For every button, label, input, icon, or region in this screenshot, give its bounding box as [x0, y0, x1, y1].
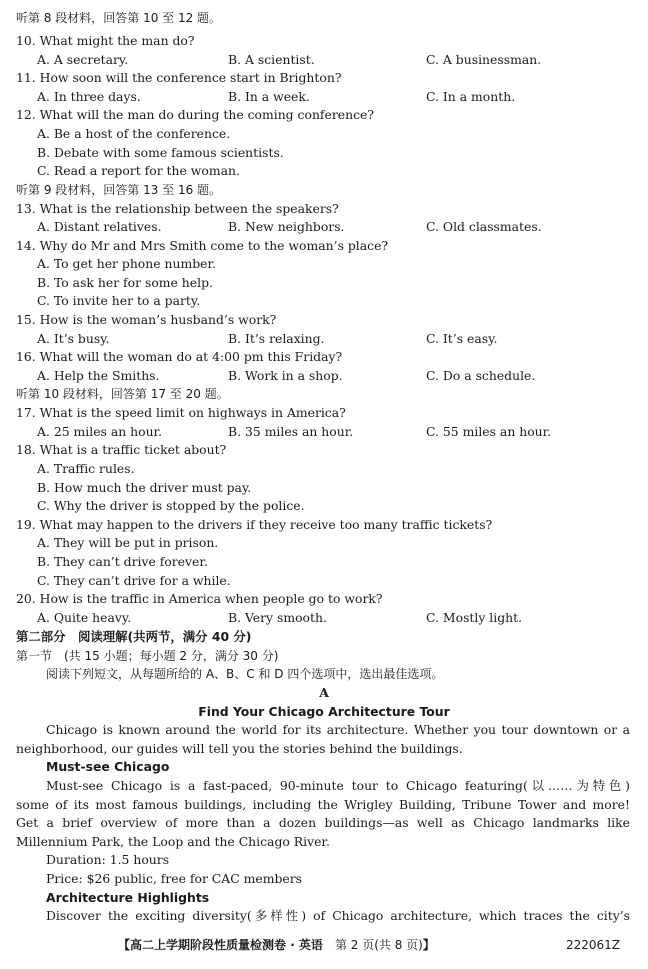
- option-b: B. Work in a shop.: [228, 368, 343, 383]
- footer-bracket-close: 】: [422, 938, 435, 952]
- question-19-stem: 19. What may happen to the drivers if they receive too many traffic tickets?: [16, 517, 493, 532]
- question-19-option-a: A. They will be put in prison.: [37, 535, 219, 550]
- option-b: B. Very smooth.: [228, 610, 327, 625]
- question-16-options: [16, 367, 630, 386]
- p2-line-1: Discover the exciting diversity(多样性) of Chicago architecture, which traces the city’s: [46, 908, 630, 923]
- question-20-stem: 20. How is the traffic in America when people go to work?: [16, 591, 383, 606]
- tour-duration: Duration: 1.5 hours: [46, 852, 170, 867]
- p1-line-4: Millennium Park, the Loop and the Chicago River.: [16, 834, 330, 849]
- footer-code: 222061Z: [566, 938, 621, 952]
- footer-exam-info: [118, 935, 435, 955]
- option-a: A. 25 miles an hour.: [37, 424, 163, 439]
- question-11-stem: 11. How soon will the conference start in Brighton?: [16, 70, 342, 85]
- footer-exam-name: 高二上学期阶段性质量检测卷 · 英语: [130, 938, 323, 952]
- question-14-option-c: C. To invite her to a party.: [37, 293, 201, 308]
- footer-page-number: 第 2 页(共 8 页): [334, 938, 423, 952]
- tour-price: Price: $26 public, free for CAC members: [46, 871, 303, 886]
- option-b: B. A scientist.: [228, 52, 315, 67]
- question-17-options: [16, 423, 630, 442]
- question-11-options: [16, 88, 630, 107]
- question-12-option-a: A. Be a host of the conference.: [37, 126, 231, 141]
- reading-instruction: 阅读下列短文，从每题所给的 A、B、C 和 D 四个选项中，选出最佳选项。: [46, 667, 444, 681]
- option-b: B. New neighbors.: [228, 219, 345, 234]
- question-12-option-c: C. Read a report for the woman.: [37, 163, 240, 178]
- intro-line-1: Chicago is known around the world for its architecture. Whether you tour downtown or a: [46, 722, 630, 737]
- option-a: A. A secretary.: [37, 52, 129, 67]
- p1-line-3: Get a brief overview of more than a dozen buildings—as well as Chicago landmarks like: [16, 815, 630, 830]
- question-10-options: [16, 51, 630, 70]
- question-18-stem: 18. What is a traffic ticket about?: [16, 442, 227, 457]
- option-c: C. Do a schedule.: [426, 368, 536, 383]
- question-19-option-b: B. They can’t drive forever.: [37, 554, 208, 569]
- option-b: B. It’s relaxing.: [228, 331, 325, 346]
- option-c: C. Old classmates.: [426, 219, 542, 234]
- question-17-stem: 17. What is the speed limit on highways in America?: [16, 405, 346, 420]
- intro-line-2: neighborhood, our guides will tell you the stories behind the buildings.: [16, 741, 463, 756]
- heading-must-see-chicago: Must-see Chicago: [46, 759, 170, 774]
- question-13-stem: 13. What is the relationship between the speakers?: [16, 201, 339, 216]
- p1-line-2: some of its most famous buildings, including the Wrigley Building, Tribune Tower and more!: [16, 797, 630, 812]
- question-12-stem: 12. What will the man do during the coming conference?: [16, 107, 375, 122]
- question-14-option-b: B. To ask her for some help.: [37, 275, 213, 290]
- heading-architecture-highlights: Architecture Highlights: [46, 890, 210, 905]
- question-12-option-b: B. Debate with some famous scientists.: [37, 145, 284, 160]
- question-14-stem: 14. Why do Mr and Mrs Smith come to the woman’s place?: [16, 238, 389, 253]
- passage-letter: A: [319, 685, 329, 700]
- question-15-stem: 15. How is the woman’s husband’s work?: [16, 312, 277, 327]
- option-b: B. 35 miles an hour.: [228, 424, 354, 439]
- question-18-option-a: A. Traffic rules.: [37, 461, 135, 476]
- option-a: A. Quite heavy.: [37, 610, 132, 625]
- option-c: C. It’s easy.: [426, 331, 498, 346]
- question-18-option-c: C. Why the driver is stopped by the police.: [37, 498, 305, 513]
- option-c: C. A businessman.: [426, 52, 542, 67]
- option-b: B. In a week.: [228, 89, 310, 104]
- option-c: C. 55 miles an hour.: [426, 424, 552, 439]
- material-8-title: 听第 8 段材料，回答第 10 至 12 题。: [16, 11, 222, 25]
- question-16-stem: 16. What will the woman do at 4:00 pm this Friday?: [16, 349, 343, 364]
- page-footer: [0, 935, 648, 955]
- option-a: A. In three days.: [37, 89, 141, 104]
- footer-bracket-open: 【: [118, 938, 131, 952]
- question-19-option-c: C. They can’t drive for a while.: [37, 573, 231, 588]
- material-9-title: 听第 9 段材料，回答第 13 至 16 题。: [16, 183, 222, 197]
- question-14-option-a: A. To get her phone number.: [37, 256, 216, 271]
- option-a: A. Help the Smiths.: [37, 368, 160, 383]
- part-two-title: 第二部分 阅读理解(共两节，满分 40 分): [16, 629, 252, 644]
- option-c: C. In a month.: [426, 89, 516, 104]
- question-13-options: [16, 218, 630, 237]
- option-c: C. Mostly light.: [426, 610, 523, 625]
- question-15-options: [16, 330, 630, 349]
- question-20-options: [16, 609, 630, 628]
- material-10-title: 听第 10 段材料，回答第 17 至 20 题。: [16, 387, 229, 401]
- option-a: A. Distant relatives.: [37, 219, 162, 234]
- p1-line-1: Must-see Chicago is a fast-paced, 90-minute tour to Chicago featuring(以……为特色): [46, 778, 630, 793]
- option-a: A. It’s busy.: [37, 331, 110, 346]
- question-10-stem: 10. What might the man do?: [16, 33, 195, 48]
- question-18-option-b: B. How much the driver must pay.: [37, 480, 252, 495]
- passage-title: Find Your Chicago Architecture Tour: [198, 704, 450, 719]
- section-one-title: 第一节 (共 15 小题；每小题 2 分，满分 30 分): [16, 649, 279, 663]
